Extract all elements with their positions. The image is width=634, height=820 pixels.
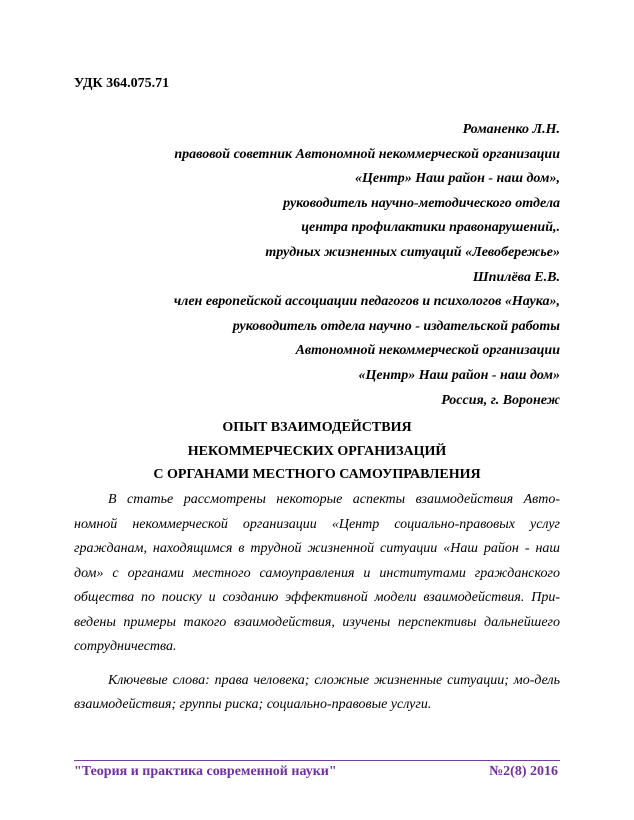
author-affiliation: правовой советник Автономной некоммерческой организации — [174, 146, 560, 162]
author-affiliation: руководитель отдела научно - издательской работы — [232, 318, 560, 334]
author-affiliation: центра профилактики правонарушений,. — [301, 220, 560, 236]
abstract-text: В статье рассмотрены некоторые аспекты взаимодействия Авто-номной некоммерческой организации «Центр социально-правовых услуг гражданам, находящимся в трудной жизненной ситуации «Наш район - наш дом» с органами местного самоуправления и институтами гражданского общества по поиску и созданию эффективной модели взаимодействия. При-ведены примеры такого взаимодействия, изучены перспективы дальнейшего сотрудничества. — [74, 492, 560, 654]
title-line: ОПЫТ ВЗАИМОДЕЙСТВИЯ — [222, 420, 412, 435]
author-affiliation: «Центр» Наш район - наш дом» — [358, 367, 560, 383]
author-affiliation: Автономной некоммерческой организации — [295, 343, 560, 359]
article-title — [74, 416, 560, 487]
author-affiliation: член европейской ассоциации педагогов и психологов «Наука», — [173, 294, 560, 310]
udk-code: УДК 364.075.71 — [74, 76, 170, 91]
abstract-block — [74, 488, 560, 718]
footer-journal-name: "Теория и практика современной науки" — [74, 764, 337, 779]
author-block — [74, 118, 560, 413]
footer-rule — [74, 760, 560, 761]
author-affiliation: трудных жизненных ситуаций «Левобережье» — [265, 244, 560, 260]
keywords-text: Ключевые слова: права человека; сложные жизненные ситуации; мо-дель взаимодействия; группы риска; социально-правовые услуги. — [74, 672, 560, 712]
title-line: С ОРГАНАМИ МЕСТНОГО САМОУПРАВЛЕНИЯ — [153, 467, 481, 482]
title-line: НЕКОММЕРЧЕСКИХ ОРГАНИЗАЦИЙ — [187, 443, 447, 459]
author-name: Романенко Л.Н. — [462, 122, 560, 137]
author-affiliation: «Центр» Наш район - наш дом», — [355, 171, 560, 187]
author-name: Шпилёва Е.В. — [472, 269, 560, 285]
author-location: Россия, г. Воронеж — [441, 392, 560, 408]
footer-issue-number: №2(8) 2016 — [489, 764, 558, 779]
author-affiliation: руководитель научно-методического отдела — [283, 195, 560, 211]
